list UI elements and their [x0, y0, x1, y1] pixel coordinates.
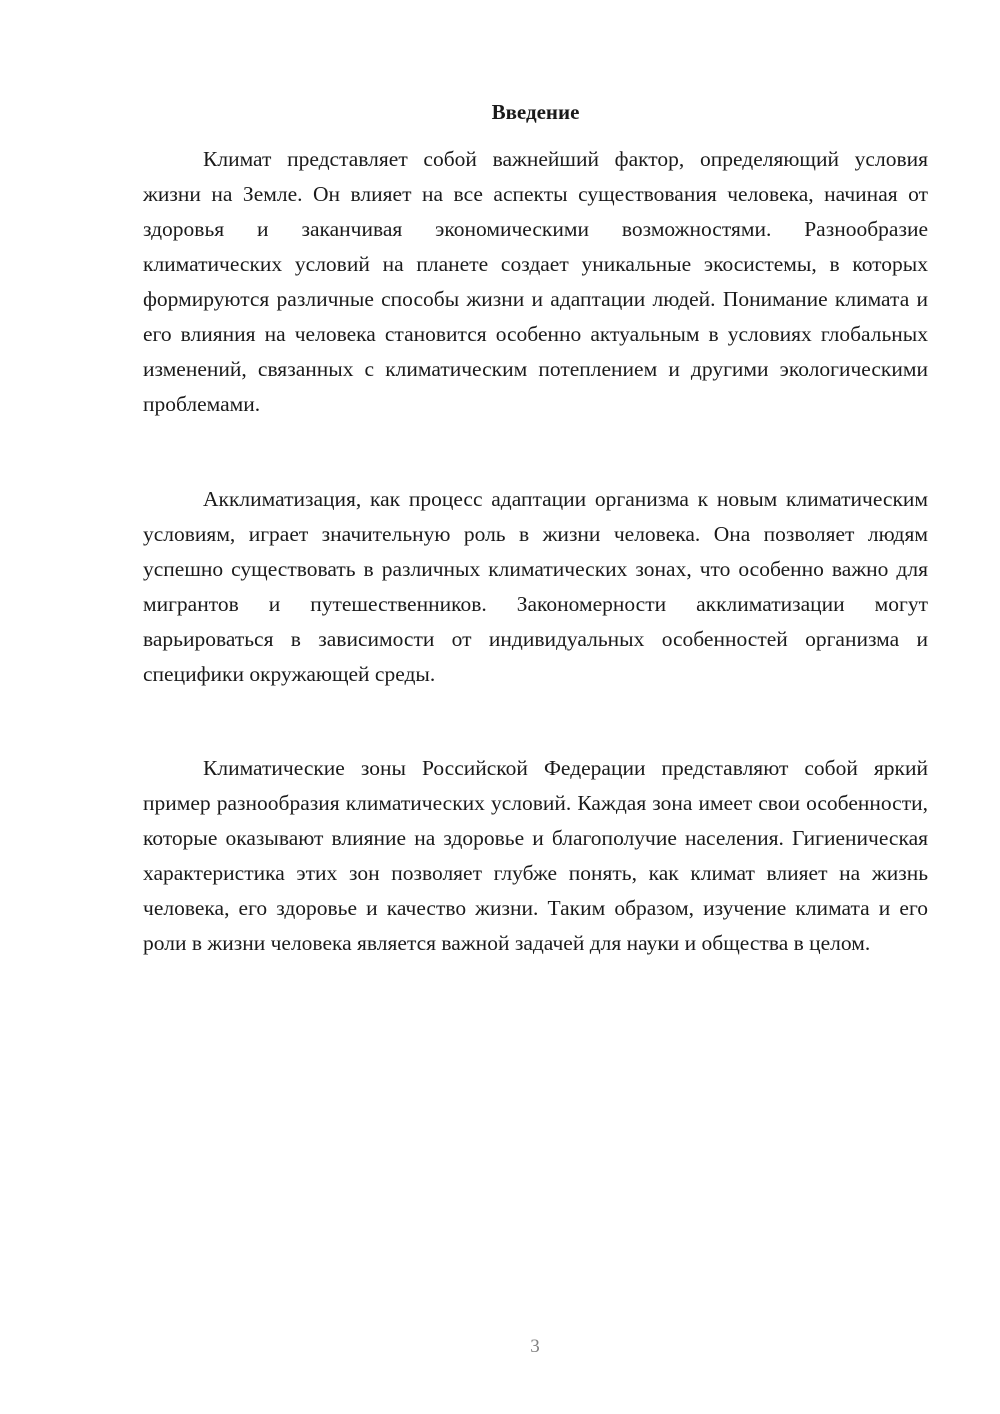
paragraph-acclimatization: Акклиматизация, как процесс адаптации организма к новым климатическим условиям, играет значительную роль в жизни человека. Она позволяет людям успешно существовать в различных климатических зонах, что особенно важно для мигрантов и путешественников. Закономерности акклиматизации могут варьироваться в зависимости от индивидуальных особенностей организма и специфики окружающей среды. [143, 487, 928, 686]
paragraph-climate-zones: Климатические зоны Российской Федерации представляют собой яркий пример разнообразия климатических условий. Каждая зона имеет свои особенности, которые оказывают влияние на здоровье и благополучие населения. Гигиеническая характеристика этих зон позволяет глубже понять, как климат влияет на жизнь человека, его здоровье и качество жизни. Таким образом, изучение климата и его роли в жизни человека является важной задачей для науки и общества в целом. [143, 756, 928, 955]
paragraph-climate: Климат представляет собой важнейший фактор, определяющий условия жизни на Земле. Он влияет на все аспекты существования человека, начиная от здоровья и заканчивая экономическими возможностями. Разнообразие климатических условий на планете создает уникальные экосистемы, в которых формируются различные способы жизни и адаптации людей. Понимание климата и его влияния на человека становится особенно актуальным в условиях глобальных изменений, связанных с климатическим потеплением и другими экологическими проблемами. [143, 147, 928, 416]
page-number: 3 [530, 1336, 540, 1357]
section-heading: Введение [491, 100, 580, 124]
